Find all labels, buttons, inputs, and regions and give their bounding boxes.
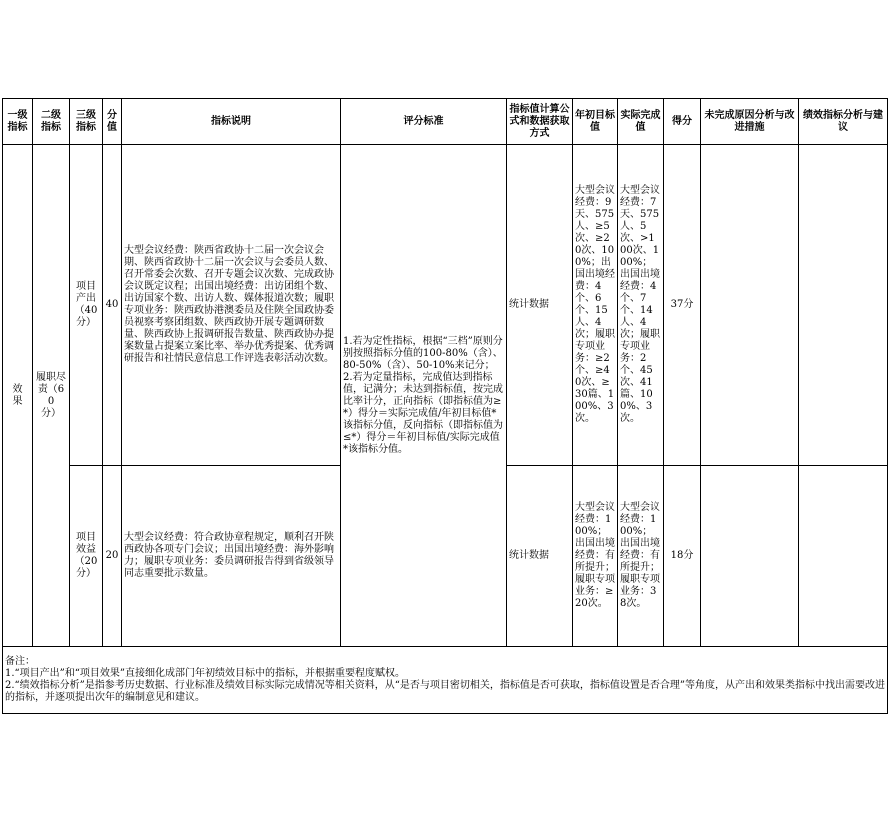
- header-analysis: 绩效指标分析与建议: [799, 99, 888, 145]
- header-score-value: 分 值: [103, 99, 122, 145]
- level2-cell: 履职尽 责（60 分）: [33, 145, 70, 647]
- header-criteria: 评分标准: [341, 99, 507, 145]
- score-value-cell: 40: [103, 145, 122, 466]
- target-cell: 大型会议经费：9天、575人、≥5次、≥20次、100%；出国出境经费：4个、6个、15人、4次；履职专项业务：≥2个、≥40次、≥30篇、100%、3次。: [573, 145, 618, 466]
- description-cell: 大型会议经费：陕西省政协十二届一次会议会期、陕西省政协十二届一次会议与会委员人数、召开常委会次数、召开专题会议次数、完成政协会议既定议程；出国出境经费：出访团组个数、出访国家个数、出访人数、媒体报道次数；履职专项业务：陕西政协港澳委员及住陕全国政协委员视察考察团组数、陕西政协开展专题调研数量、陕西政协上报调研报告数量、陕西政协办提案数量占提案立案比率、举办优秀提案、优秀调研报告和社情民意信息工作评选表彰活动次数。: [122, 145, 341, 466]
- method-cell: 统计数据: [507, 466, 573, 647]
- header-description: 指标说明: [122, 99, 341, 145]
- header-level1: 一级 指标: [3, 99, 33, 145]
- score-cell: 18分: [664, 466, 701, 647]
- table-row: [3, 145, 888, 466]
- target-cell: 大型会议经费：100%；出国出境经费：有所提升；履职专项业务：≥20次。: [573, 466, 618, 647]
- reason-cell: [701, 145, 799, 466]
- level1-cell: 效 果: [3, 145, 33, 647]
- notes-title: 备注：: [5, 656, 35, 667]
- header-score: 得分: [664, 99, 701, 145]
- header-level2: 二级 指标: [33, 99, 70, 145]
- notes-line-1: 1.“项目产出”和“项目效果”直接细化成部门年初绩效目标中的指标，并根据重要程度赋权。: [5, 668, 405, 679]
- score-value-cell: 20: [103, 466, 122, 647]
- actual-cell: 大型会议经费：7天、575人、5次、>100次、100%；出国出境经费：4个、7个、14人、4次；履职专项业务：2个、45次、41篇、100%、3次。: [618, 145, 664, 466]
- header-row: [3, 99, 888, 145]
- header-actual: 实际完成值: [618, 99, 664, 145]
- level3-cell: 项目 产出 （40 分）: [70, 145, 103, 466]
- performance-indicator-table: [2, 98, 888, 714]
- analysis-cell: [799, 145, 888, 466]
- analysis-cell: [799, 466, 888, 647]
- header-target: 年初目标值: [573, 99, 618, 145]
- criteria-cell: 1.若为定性指标，根据“三档”原则分别按照指标分值的100-80%（含）、80-50%（含）、50-10%来记分； 2.若为定量指标，完成值达到指标值，记满分；未达到指标值，按完成比率计分，正向指标（即指标值为≥*）得分＝实际完成值/年初目标值*该指标分值，反向指标（即指标值为≤*）得分＝年初目标值/实际完成值*该指标分值。: [341, 145, 507, 647]
- level3-cell: 项目 效益 （20 分）: [70, 466, 103, 647]
- reason-cell: [701, 466, 799, 647]
- notes-line-2: 2.“绩效指标分析”是指参考历史数据、行业标准及绩效目标实际完成情况等相关资料，从“是否与项目密切相关，指标值是否可获取，指标值设置是否合理”等角度，从产出和效果类指标中找出需要改进的指标，并逐项提出次年的编制意见和建议。: [5, 680, 885, 703]
- header-reason: 未完成原因分析与改进措施: [701, 99, 799, 145]
- notes-row: [3, 647, 888, 714]
- notes-cell: [3, 647, 888, 714]
- score-cell: 37分: [664, 145, 701, 466]
- method-cell: 统计数据: [507, 145, 573, 466]
- description-cell: 大型会议经费：符合政协章程规定，顺利召开陕西政协各项专门会议；出国出境经费：海外影响力；履职专项业务：委员调研报告得到省级领导同志重要批示数量。: [122, 466, 341, 647]
- header-level3: 三级 指标: [70, 99, 103, 145]
- actual-cell: 大型会议经费：100%；出国出境经费：有所提升；履职专项业务：38次。: [618, 466, 664, 647]
- header-method: 指标值计算公式和数据获取方式: [507, 99, 573, 145]
